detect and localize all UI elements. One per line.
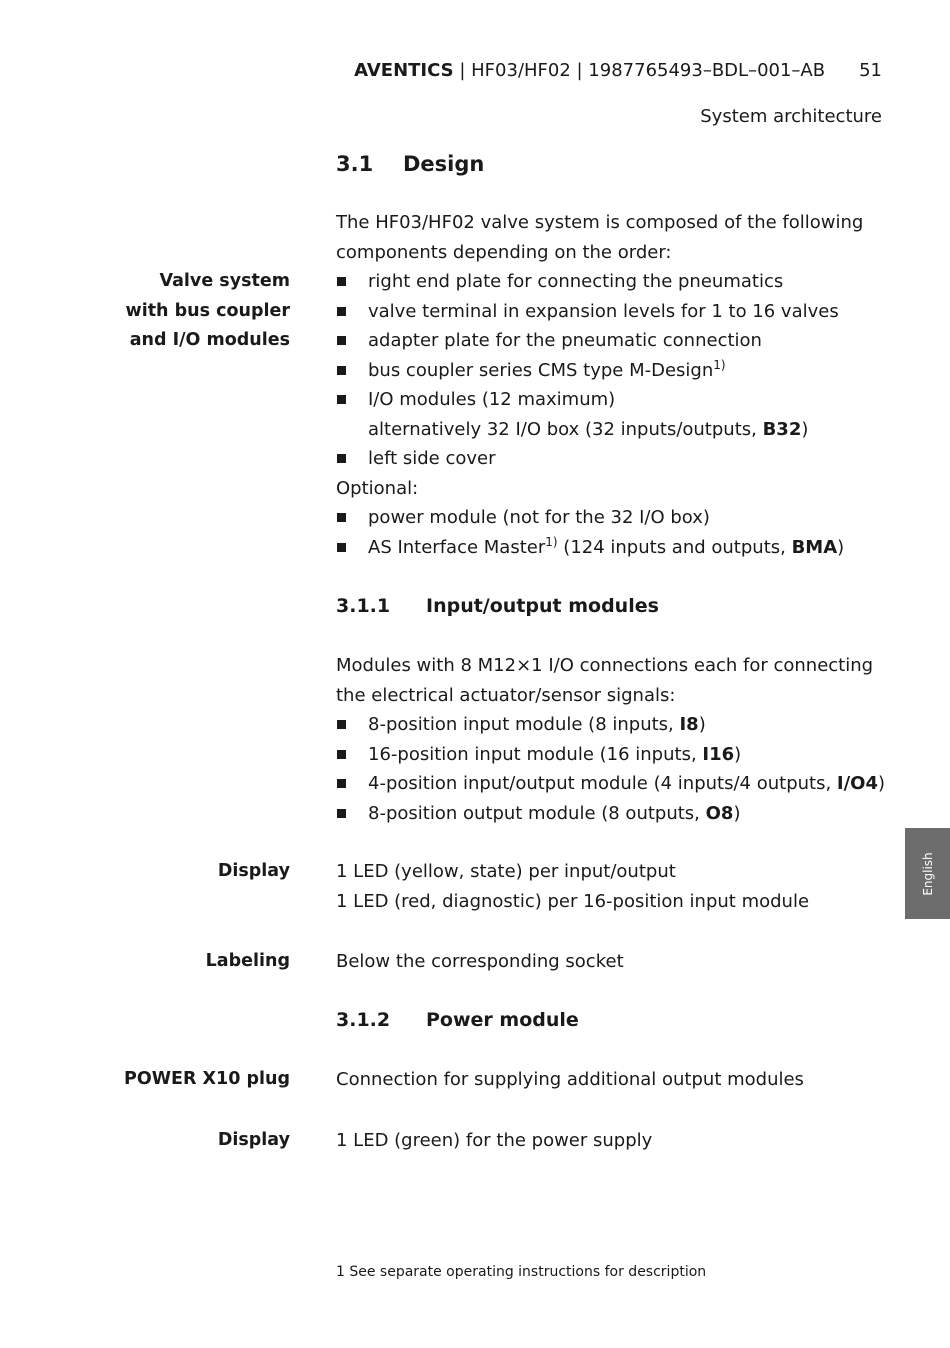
bullet-square-icon [337, 277, 346, 286]
list-item: valve terminal in expansion levels for 1 to 16 valves [336, 297, 839, 327]
bullet-square-icon [337, 779, 346, 788]
heading-number: 3.1.1 [336, 595, 391, 617]
running-header [354, 60, 882, 81]
display-line: 1 LED (yellow, state) per input/output [336, 861, 676, 882]
side-label-line: Valve system [159, 271, 290, 291]
list-item: 8-position output module (8 outputs, O8) [336, 799, 885, 829]
display-description [336, 857, 809, 916]
list-item: 16-position input module (16 inputs, I16) [336, 740, 885, 770]
language-tab [905, 828, 950, 919]
bullet-square-icon [337, 720, 346, 729]
io-module-list [336, 710, 885, 828]
heading-3-1-2 [336, 1009, 579, 1031]
list-item: power module (not for the 32 I/O box) [336, 503, 844, 533]
component-list [336, 267, 839, 474]
list-item: left side cover [336, 444, 839, 474]
chapter-title: System architecture [700, 106, 882, 127]
list-item: AS Interface Master$^{1)}$ (124 inputs and outputs, BMA) [336, 533, 844, 563]
bullet-square-icon [337, 809, 346, 818]
side-label-line: and I/O modules [129, 330, 290, 350]
list-item: 4-position input/output module (4 inputs/4 outputs, I/O4) [336, 769, 885, 799]
io-intro [336, 651, 873, 710]
brand-name: AVENTICS [354, 60, 454, 81]
bullet-square-icon [337, 395, 346, 404]
design-intro [336, 208, 863, 267]
list-item: I/O modules (12 maximum) alternatively 32 I/O box (32 inputs/outputs, B32) [336, 385, 839, 444]
intro-line: Modules with 8 M12×1 I/O connections each for connecting [336, 655, 874, 676]
heading-title: Design [403, 152, 485, 176]
optional-label: Optional: [336, 478, 419, 499]
optional-list [336, 503, 844, 562]
footnote-ref: 1) [545, 534, 558, 549]
display-line: 1 LED (red, diagnostic) per 16-position input module [336, 890, 810, 912]
bullet-square-icon [337, 513, 346, 522]
bullet-square-icon [337, 454, 346, 463]
heading-3-1 [336, 152, 484, 176]
list-item: adapter plate for the pneumatic connection [336, 326, 839, 356]
bullet-square-icon [337, 750, 346, 759]
side-label-display: Display [217, 1130, 290, 1150]
intro-line: components depending on the order: [336, 241, 672, 263]
side-label-power-plug: POWER X10 plug [124, 1069, 290, 1089]
heading-title: Power module [426, 1009, 579, 1031]
bullet-square-icon [337, 543, 346, 552]
page-number: 51 [859, 60, 882, 81]
power-plug-description: Connection for supplying additional output modules [336, 1069, 804, 1090]
bullet-square-icon [337, 366, 346, 375]
side-label-valve-system [126, 267, 290, 356]
list-item: bus coupler series CMS type M-Design$^{1)}$ [336, 356, 839, 386]
heading-title: Input/output modules [426, 595, 659, 617]
document-number: | HF03/HF02 | 1987765493–BDL–001–AB [453, 60, 826, 81]
bullet-square-icon [337, 336, 346, 345]
heading-3-1-1 [336, 595, 659, 617]
footnote-ref: 1) [713, 357, 726, 372]
side-label-labeling: Labeling [205, 951, 290, 971]
side-label-line: with bus coupler [125, 300, 290, 321]
heading-number: 3.1 [336, 152, 374, 176]
language-tab-label: English [920, 851, 935, 896]
footnote: 1 See separate operating instructions for description [336, 1264, 707, 1280]
labeling-description: Below the corresponding socket [336, 951, 624, 972]
intro-line: The HF03/HF02 valve system is composed of the following [336, 212, 864, 233]
bullet-square-icon [337, 307, 346, 316]
side-label-display: Display [217, 861, 290, 881]
power-display-description: 1 LED (green) for the power supply [336, 1130, 653, 1151]
list-item: right end plate for connecting the pneumatics [336, 267, 839, 297]
heading-number: 3.1.2 [336, 1009, 391, 1031]
intro-line: the electrical actuator/sensor signals: [336, 684, 676, 706]
list-item: 8-position input module (8 inputs, I8) [336, 710, 885, 740]
